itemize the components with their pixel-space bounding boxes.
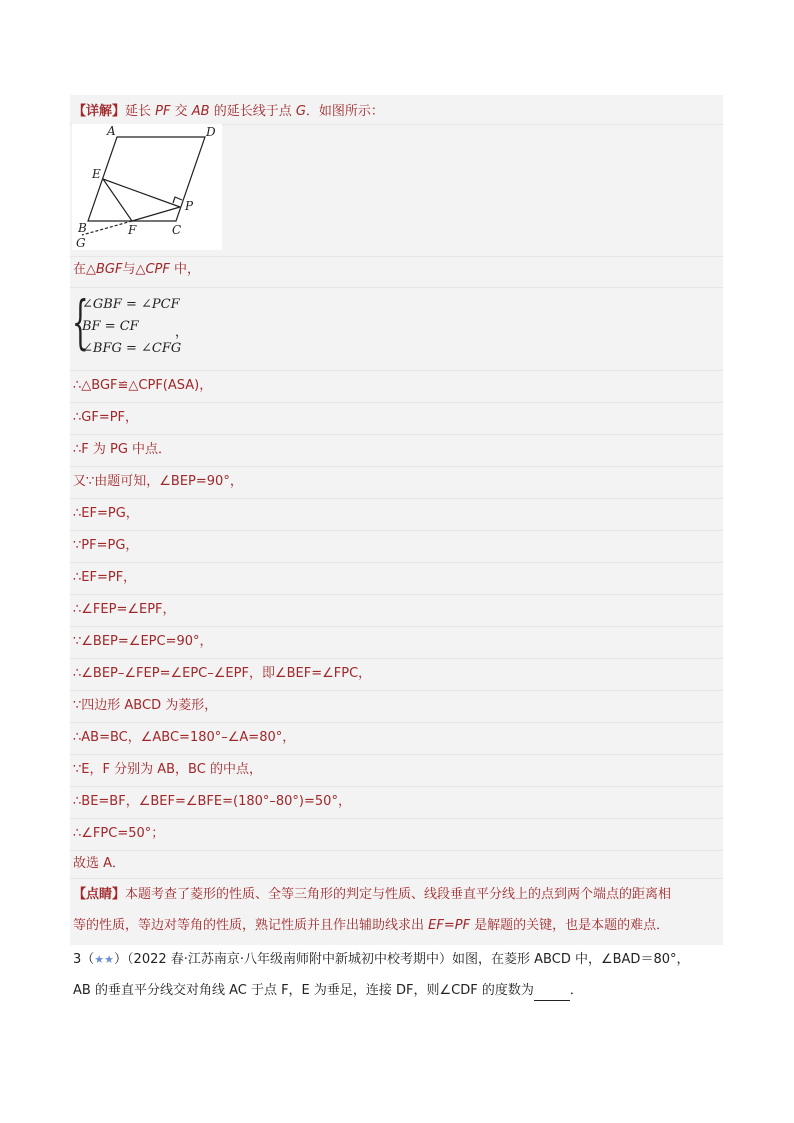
label-e: E	[92, 167, 101, 181]
question-text-2: AB 的垂直平分线交对角线 AC 于点 F，E 为垂足，连接 DF，则∠CDF 的度数为	[73, 983, 534, 998]
question-number: 3	[73, 952, 82, 967]
divider	[70, 370, 723, 371]
label-g: G	[76, 236, 86, 250]
step-line: ∴BE=BF，∠BEF=∠BFE=(180°–80°)=50°，	[73, 794, 351, 809]
question-line-1: 3（★★）（2022 春·江苏南京·八年级南师附中新城初中校考期中）如图，在菱形 ABCD 中，∠BAD＝80°，	[73, 952, 690, 967]
step-line: ∵∠BEP=∠EPC=90°，	[73, 634, 213, 649]
segment-ep	[103, 179, 180, 207]
step-line: ∴EF=PF，	[73, 570, 137, 585]
step-line: 又∵由题可知，∠BEP=90°，	[73, 474, 243, 489]
divider	[70, 530, 723, 531]
rhombus-diagram	[72, 124, 222, 250]
label-c: C	[172, 223, 182, 237]
label-f: F	[128, 223, 137, 237]
divider	[70, 498, 723, 499]
question-text-1: 如图，在菱形 ABCD 中，∠BAD＝80°，	[452, 952, 690, 967]
answer-line: 故选 A．	[73, 856, 126, 871]
detail-tag: 【详解】	[73, 104, 126, 119]
divider	[70, 434, 723, 435]
geometry-figure	[72, 124, 222, 250]
label-b: B	[78, 221, 87, 235]
label-a: A	[107, 124, 116, 138]
detail-line: 【详解】延长 PF 交 AB 的延长线于点 G．如图所示：	[73, 104, 384, 119]
step-line: ∴∠FPC=50°；	[73, 826, 165, 841]
divider	[70, 850, 723, 851]
right-angle-mark	[173, 197, 182, 203]
divider	[70, 466, 723, 467]
divider	[70, 722, 723, 723]
segment-fg-dashed	[82, 221, 132, 235]
step-line: ∴GF=PF，	[73, 410, 139, 425]
system-row-1: ∠GBF = ∠PCF	[82, 297, 180, 312]
divider	[70, 256, 723, 257]
divider	[70, 402, 723, 403]
step-line: ∴∠BEP–∠FEP=∠EPC–∠EPF，即∠BEF=∠FPC，	[73, 666, 372, 681]
comment-line-1: 【点睛】本题考查了菱形的性质、全等三角形的判定与性质、线段垂直平分线上的点到两个端点的距离相	[73, 887, 672, 902]
step-line: ∴EF=PG，	[73, 506, 139, 521]
step-line: ∴△BGF≌△CPF(ASA)，	[73, 378, 213, 393]
step-line: ∵四边形 ABCD 为菱形，	[73, 698, 218, 713]
segment-ef	[103, 179, 132, 221]
question-line-2: AB 的垂直平分线交对角线 AC 于点 F，E 为垂足，连接 DF，则∠CDF 的度数为 ．	[73, 981, 583, 1001]
label-p: P	[185, 199, 194, 213]
step-line: ∴∠FEP=∠EPF，	[73, 602, 176, 617]
divider	[70, 626, 723, 627]
step-line: ∴F 为 PG 中点．	[73, 442, 172, 457]
divider	[70, 818, 723, 819]
step-line: ∵PF=PG，	[73, 538, 139, 553]
step-line: ∴AB=BC，∠ABC=180°–∠A=80°，	[73, 730, 296, 745]
divider	[70, 562, 723, 563]
difficulty-stars-icon: ★★	[94, 953, 115, 966]
system-row-2: BF = CF	[82, 319, 139, 334]
divider	[70, 754, 723, 755]
system-row-2-comma: ，	[175, 325, 189, 340]
comment-line-2: 等的性质，等边对等角的性质，熟记性质并且作出辅助线求出 EF=PF 是解题的关键，也是本题的难点．	[73, 918, 670, 933]
label-d: D	[206, 125, 216, 139]
divider	[70, 786, 723, 787]
divider	[70, 287, 723, 288]
answer-blank[interactable]	[534, 988, 570, 1001]
intro-line: 在△BGF与△CPF 中，	[73, 262, 201, 277]
left-brace: {	[72, 288, 89, 356]
divider	[70, 690, 723, 691]
divider	[70, 878, 723, 879]
question-source: （2022 春·江苏南京·八年级南师附中新城初中校考期中）	[127, 952, 453, 967]
system-row-3: ∠BFG = ∠CFG	[82, 341, 182, 356]
segment-fp	[132, 207, 180, 221]
step-line: ∵E，F 分别为 AB，BC 的中点，	[73, 762, 262, 777]
comment-tag: 【点睛】	[73, 887, 126, 902]
divider	[70, 658, 723, 659]
divider	[70, 594, 723, 595]
